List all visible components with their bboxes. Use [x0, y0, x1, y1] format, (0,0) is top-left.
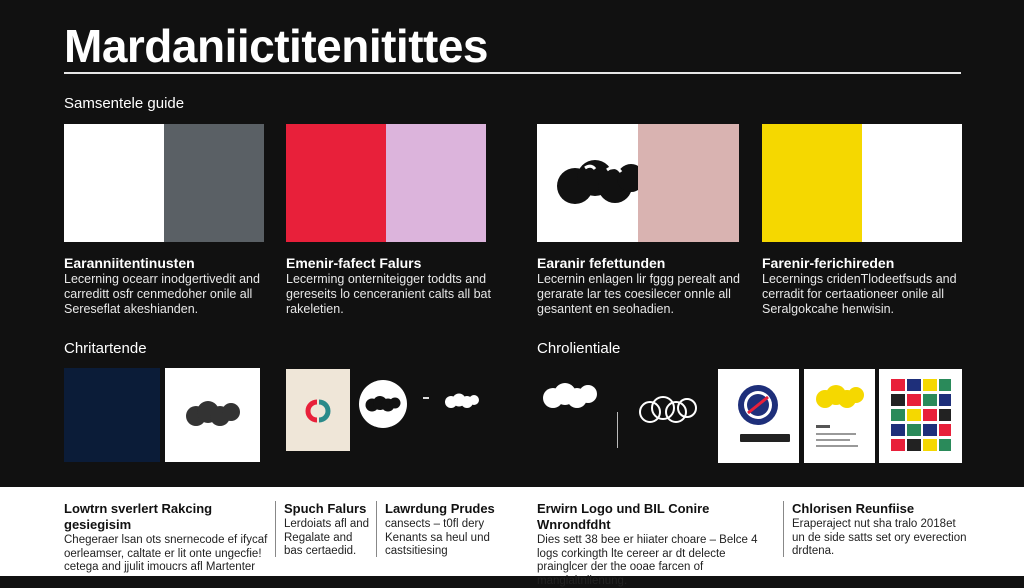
- collage-tile: [939, 424, 951, 436]
- footer-separator: [783, 501, 784, 557]
- collage-tile: [907, 394, 921, 406]
- badge-wordmark: [740, 434, 790, 442]
- collage-tile: [923, 409, 937, 421]
- footer-separator: [275, 501, 276, 557]
- footer-separator: [376, 501, 377, 557]
- doc-line: [816, 425, 830, 428]
- section-label-left: Chritartende: [64, 340, 147, 357]
- collage-tile: [907, 439, 921, 451]
- blob-logo-white-icon: [542, 380, 598, 412]
- yellow-logo-card: [804, 369, 875, 463]
- collage-tile: [891, 394, 905, 406]
- footer-column-title: Chlorisen Reunfiise: [792, 501, 915, 516]
- swatch-red: [286, 124, 386, 242]
- palette-card-title-4: Farenir-ferichireden: [762, 255, 895, 271]
- collage-tile: [939, 394, 951, 406]
- palette-card-text-3: Lecernin enlagen lir fggg perealt and gerarate lar tes coesilecer onnle all gesantent en seohadien.: [537, 272, 740, 316]
- swirl-mark-icon: [303, 398, 333, 424]
- guide-subtitle: Samsentele guide: [64, 95, 185, 112]
- seal-badge-icon: [736, 383, 780, 427]
- blob-logo-grey-icon: [185, 398, 241, 430]
- footer-column-1: [64, 501, 269, 575]
- palette-swatches-1: [64, 124, 264, 242]
- footer-column-text: Lerdoiats afl and Regalate and bas certaedid.: [284, 518, 370, 557]
- footer-column-5: [792, 501, 967, 559]
- footer-column-title: Lawrdung Prudes: [385, 501, 495, 516]
- footer-column-text: Eraperaject nut sha tralo 2018et un de side satts set ory everection drdtena.: [792, 518, 967, 557]
- vertical-divider: [617, 412, 618, 448]
- collage-tile: [907, 409, 921, 421]
- footer-column-4: [537, 501, 777, 588]
- collage-tile: [891, 439, 905, 451]
- logo-on-white-tile: [165, 368, 260, 462]
- collage-tile: [891, 424, 905, 436]
- footer-column-title: Spuch Falurs: [284, 501, 367, 516]
- collage-tile: [891, 409, 905, 421]
- swatch-lilac: [386, 124, 486, 242]
- badge-application-card: [718, 369, 799, 463]
- collage-tile: [891, 379, 905, 391]
- collage-tile: [907, 424, 921, 436]
- swatch-slate: [164, 124, 264, 242]
- footer-column-3: [385, 501, 495, 559]
- navy-swatch: [64, 368, 160, 462]
- swatch-dusty-pink: [638, 124, 739, 242]
- swatch-white-logo: [537, 124, 638, 242]
- footer-column-text: cansects – t0fl dery Kenants sa heul und castsitiesing: [385, 518, 490, 557]
- title-divider: [64, 72, 961, 74]
- footer-column-title: Lowtrn sverlert Rakcing gesiegisim: [64, 501, 213, 532]
- palette-card-title-3: Earanir fefettunden: [537, 255, 666, 271]
- footer-column-title: Erwirn Logo und BIL Conire Wnrondfdht: [537, 501, 710, 532]
- palette-card-title-2: Emenir-fafect Falurs: [286, 255, 422, 271]
- circle-logo-badge: [359, 380, 407, 428]
- doc-line: [816, 433, 856, 435]
- collage-tile: [939, 409, 951, 421]
- collage-tile: [923, 394, 937, 406]
- page-title: Mardaniictitenitittes: [64, 20, 489, 72]
- swatch-white-2: [862, 124, 962, 242]
- footer-column-text: Dies sett 38 bee er hiiater choare – Belce 4 logs corkingth lte cereer ar dt delecte prainglcer der the ooae farcen of mangialtnilenung.: [537, 534, 758, 587]
- blob-logo-icon: [555, 156, 647, 208]
- blob-logo-outline-icon: [638, 392, 698, 428]
- footer-column-2: [284, 501, 372, 559]
- collage-tile: [923, 439, 937, 451]
- palette-card-text-2: Lecerming onterniteigger toddts and gereseits lo cenceranient calts all bat rakeletien.: [286, 272, 491, 316]
- palette-card-text-4: Lecernings cridenTlodeetfsuds and cerradit for certaationeer onile all Seralgokcahe henwisin.: [762, 272, 957, 316]
- collage-tile: [923, 379, 937, 391]
- swatch-yellow: [762, 124, 862, 242]
- swatch-white: [64, 124, 164, 242]
- palette-card-title-1: Earanniitentinusten: [64, 255, 195, 271]
- collage-tile: [923, 424, 937, 436]
- doc-line: [816, 439, 850, 441]
- blob-logo-small-icon: [365, 394, 401, 414]
- footer-info-band: [0, 487, 1024, 587]
- beige-card: [286, 369, 350, 451]
- collage-tile: [939, 379, 951, 391]
- footer-column-text: Chegeraer lsan ots snernecode ef ifycaf oerleamser, caltate er lit onte ungecfie! cetega and jjulit imoucrs afl Martenter: [64, 534, 268, 573]
- collage-tile: [907, 379, 921, 391]
- dash-mark: [423, 397, 429, 399]
- palette-swatches-3: [537, 124, 739, 242]
- collage-tile: [939, 439, 951, 451]
- palette-swatches-4: [762, 124, 962, 242]
- doc-line: [816, 445, 858, 447]
- collage-application-card: [879, 369, 962, 463]
- palette-swatches-2: [286, 124, 486, 242]
- palette-card-text-1: Lecerning ocearr inodgertivedit and carreditt osfr cenmedoher onile all Sereseflat akeshianden.: [64, 272, 260, 316]
- blob-logo-inverse-icon: [445, 391, 479, 411]
- blob-logo-yellow-icon: [816, 383, 864, 411]
- section-label-right: Chrolientiale: [537, 340, 621, 357]
